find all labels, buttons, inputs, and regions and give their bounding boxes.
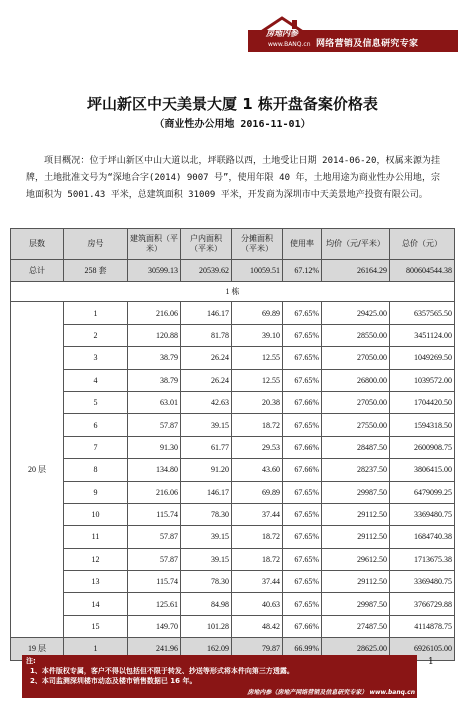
total-price: 3369480.75: [390, 503, 455, 525]
avg-price: 27487.50: [322, 615, 390, 637]
notes-title: 注:: [26, 657, 36, 665]
inner-area: 162.09: [181, 638, 232, 660]
header-org: 网络营销及信息研究专家: [316, 39, 419, 49]
total-price: 1049269.50: [390, 347, 455, 369]
inner-area: 26.24: [181, 369, 232, 391]
notes-line-2: 2、本司监测深圳楼市动态及楼市销售数据已 16 年。: [30, 677, 197, 685]
total-price: 2600908.75: [390, 436, 455, 458]
table-row: [11, 615, 455, 637]
shared-area: 43.60: [232, 459, 283, 481]
total-price: 6479099.25: [390, 481, 455, 503]
usage-rate: 67.65%: [283, 347, 322, 369]
shared-area: 79.87: [232, 638, 283, 660]
shared-area: 69.89: [232, 302, 283, 324]
header-url: www.BANQ.cn: [268, 41, 311, 48]
gross-area: 91.30: [128, 436, 181, 458]
room-number: 1: [64, 638, 128, 660]
table-row: [11, 503, 455, 525]
usage-rate: 67.66%: [283, 391, 322, 413]
avg-price: 27050.00: [322, 347, 390, 369]
total-price: 1594318.50: [390, 414, 455, 436]
total-price: 3766729.88: [390, 593, 455, 615]
header-inner-area: 户内面积（平米）: [181, 229, 232, 260]
shared-area: 18.72: [232, 526, 283, 548]
total-price: 1704420.50: [390, 391, 455, 413]
inner-area: 39.15: [181, 548, 232, 570]
avg-price: 27550.00: [322, 414, 390, 436]
room-number: 4: [64, 369, 128, 391]
room-number: 9: [64, 481, 128, 503]
shared-area: 12.55: [232, 369, 283, 391]
gross-area: 115.74: [128, 503, 181, 525]
gross-area: 125.61: [128, 593, 181, 615]
shared-area: 48.42: [232, 615, 283, 637]
inner-area: 39.15: [181, 414, 232, 436]
gross-area: 241.96: [128, 638, 181, 660]
table-row: [11, 414, 455, 436]
summary-inner: 20539.62: [181, 260, 232, 282]
avg-price: 29987.50: [322, 481, 390, 503]
table-row: [11, 459, 455, 481]
usage-rate: 66.99%: [283, 638, 322, 660]
gross-area: 57.87: [128, 548, 181, 570]
header-shared-area: 分摊面积（平米）: [232, 229, 283, 260]
table-header-row: [11, 229, 455, 260]
inner-area: 61.77: [181, 436, 232, 458]
room-number: 3: [64, 347, 128, 369]
shared-area: 18.72: [232, 414, 283, 436]
table-row: [11, 481, 455, 503]
total-price: 3369480.75: [390, 571, 455, 593]
header-usage-rate: 使用率: [283, 229, 322, 260]
usage-rate: 67.65%: [283, 369, 322, 391]
page-subtitle: （商业性办公用地 2016-11-01）: [154, 119, 311, 130]
usage-rate: 67.65%: [283, 324, 322, 346]
avg-price: 28550.00: [322, 324, 390, 346]
table-row: [11, 548, 455, 570]
gross-area: 149.70: [128, 615, 181, 637]
gross-area: 57.87: [128, 414, 181, 436]
header-brand: 房地内参: [266, 29, 298, 38]
total-price: 3806415.00: [390, 459, 455, 481]
room-number: 13: [64, 571, 128, 593]
usage-rate: 67.65%: [283, 571, 322, 593]
shared-area: 12.55: [232, 347, 283, 369]
table-row: [11, 369, 455, 391]
inner-area: 42.63: [181, 391, 232, 413]
avg-price: 28625.00: [322, 638, 390, 660]
avg-price: 27050.00: [322, 391, 390, 413]
room-number: 1: [64, 302, 128, 324]
avg-price: 29112.50: [322, 503, 390, 525]
notes-line-1: 1、本件版权专属，客户不得以包括但不限于转发、抄送等形式将本件向第三方透露。: [30, 667, 294, 675]
summary-rooms: 258 套: [64, 260, 128, 282]
room-number: 14: [64, 593, 128, 615]
table-row: [11, 347, 455, 369]
shared-area: 29.53: [232, 436, 283, 458]
avg-price: 28237.50: [322, 459, 390, 481]
summary-shared: 10059.51: [232, 260, 283, 282]
building-row: [11, 282, 455, 302]
header-total-price: 总价（元）: [390, 229, 455, 260]
avg-price: 26800.00: [322, 369, 390, 391]
usage-rate: 67.65%: [283, 302, 322, 324]
inner-area: 39.15: [181, 526, 232, 548]
summary-label: 总计: [11, 260, 64, 282]
gross-area: 216.06: [128, 302, 181, 324]
inner-area: 146.17: [181, 481, 232, 503]
summary-avg: 26164.29: [322, 260, 390, 282]
table-row: [11, 324, 455, 346]
room-number: 8: [64, 459, 128, 481]
shared-area: 39.10: [232, 324, 283, 346]
usage-rate: 67.66%: [283, 459, 322, 481]
shared-area: 37.44: [232, 503, 283, 525]
avg-price: 29987.50: [322, 593, 390, 615]
inner-area: 26.24: [181, 347, 232, 369]
table-row: [11, 391, 455, 413]
header-room: 房号: [64, 229, 128, 260]
room-number: 10: [64, 503, 128, 525]
table-row: [11, 593, 455, 615]
summary-total: 800604544.38: [390, 260, 455, 282]
gross-area: 115.74: [128, 571, 181, 593]
header-floor: 层数: [11, 229, 64, 260]
summary-rate: 67.12%: [283, 260, 322, 282]
project-overview: 项目概况：位于坪山新区中山大道以北，坪联路以西，土地受让日期 2014-06-20，权属来源为挂牌，土地批准文号为“深地合字(2014) 9007 号”，使用年限 40 年，土地用途为商业性办公用地，宗地面积为 5001.43 平米，总建筑面积 31009 平米，开发商为深圳市中天美景地产投资有限公司。: [26, 156, 440, 200]
room-number: 11: [64, 526, 128, 548]
inner-area: 91.20: [181, 459, 232, 481]
table-row: [11, 571, 455, 593]
gross-area: 134.80: [128, 459, 181, 481]
shared-area: 37.44: [232, 571, 283, 593]
gross-area: 216.06: [128, 481, 181, 503]
gross-area: 120.88: [128, 324, 181, 346]
floor-19-label: 19 层: [11, 638, 64, 660]
inner-area: 81.78: [181, 324, 232, 346]
shared-area: 20.38: [232, 391, 283, 413]
table-row: [11, 526, 455, 548]
floor-20-label: 20 层: [11, 302, 64, 638]
gross-area: 38.79: [128, 369, 181, 391]
shared-area: 40.63: [232, 593, 283, 615]
table-row: [11, 302, 455, 324]
shared-area: 69.89: [232, 481, 283, 503]
avg-price: 29612.50: [322, 548, 390, 570]
summary-gross: 30599.13: [128, 260, 181, 282]
total-price: 6357565.50: [390, 302, 455, 324]
total-price: 6926105.00: [390, 638, 455, 660]
room-number: 6: [64, 414, 128, 436]
room-number: 15: [64, 615, 128, 637]
building-label: 1 栋: [11, 282, 455, 302]
total-price: 1039572.00: [390, 369, 455, 391]
header-gross-area: 建筑面积（平米）: [128, 229, 181, 260]
room-number: 12: [64, 548, 128, 570]
total-price: 4114878.75: [390, 615, 455, 637]
usage-rate: 67.66%: [283, 615, 322, 637]
room-number: 7: [64, 436, 128, 458]
room-number: 2: [64, 324, 128, 346]
notes-brand-tag: 房地内参（房地产网络营销及信息研究专家） www.banq.cn: [247, 689, 415, 696]
total-price: 1684740.38: [390, 526, 455, 548]
inner-area: 84.98: [181, 593, 232, 615]
notes-box: [22, 655, 417, 698]
usage-rate: 67.66%: [283, 436, 322, 458]
usage-rate: 67.65%: [283, 548, 322, 570]
table-row: [11, 436, 455, 458]
usage-rate: 67.65%: [283, 503, 322, 525]
gross-area: 57.87: [128, 526, 181, 548]
gross-area: 63.01: [128, 391, 181, 413]
avg-price: 29112.50: [322, 526, 390, 548]
inner-area: 146.17: [181, 302, 232, 324]
inner-area: 101.28: [181, 615, 232, 637]
gross-area: 38.79: [128, 347, 181, 369]
total-price: 1713675.38: [390, 548, 455, 570]
avg-price: 29425.00: [322, 302, 390, 324]
total-price: 3451124.00: [390, 324, 455, 346]
inner-area: 78.30: [181, 571, 232, 593]
avg-price: 28487.50: [322, 436, 390, 458]
room-number: 5: [64, 391, 128, 413]
price-table: [10, 228, 455, 661]
summary-row: [11, 260, 455, 282]
inner-area: 78.30: [181, 503, 232, 525]
usage-rate: 67.65%: [283, 593, 322, 615]
page-number: 1: [428, 657, 434, 667]
shared-area: 18.72: [232, 548, 283, 570]
usage-rate: 67.65%: [283, 414, 322, 436]
page-title: 坪山新区中天美景大厦 1 栋开盘备案价格表: [87, 95, 378, 113]
header-avg-price: 均价（元/平米）: [322, 229, 390, 260]
avg-price: 29112.50: [322, 571, 390, 593]
usage-rate: 67.65%: [283, 526, 322, 548]
usage-rate: 67.65%: [283, 481, 322, 503]
